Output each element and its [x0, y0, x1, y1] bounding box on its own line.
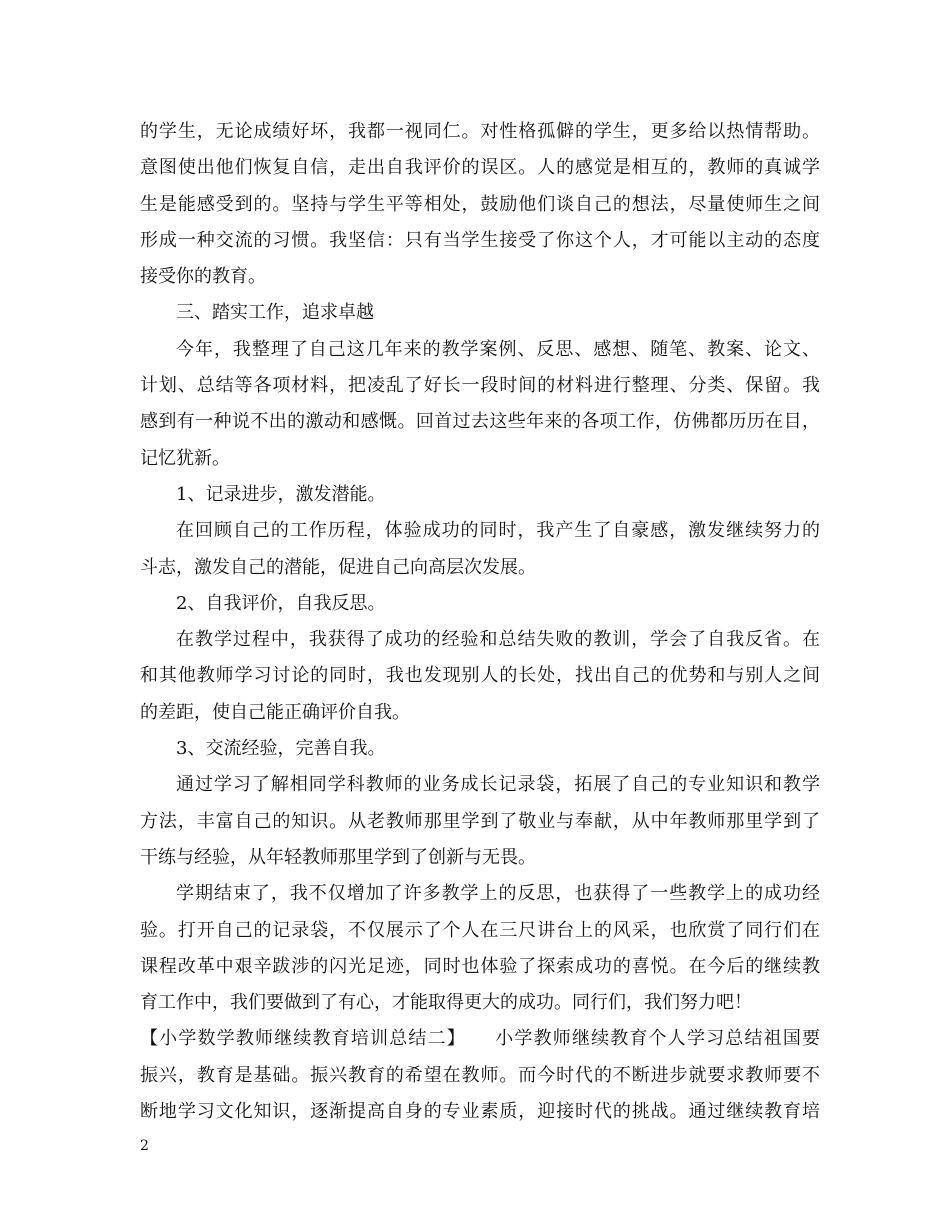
body-text — [140, 114, 820, 1130]
text-line: 斗志，激发自己的潜能，促进自己向高层次发展。 — [140, 556, 536, 578]
text-line: 今年，我整理了自己这几年来的教学案例、反思、感想、随笔、教案、论文、 — [176, 338, 820, 360]
text-line: 育工作中，我们要做到了有心，才能取得更大的成功。同行们，我们努力吧！ — [140, 992, 752, 1014]
text-line: 1、记录进步，激发潜能。 — [176, 483, 386, 505]
text-line: 生是能感受到的。坚持与学生平等相处，鼓励他们谈自己的想法，尽量使师生之间 — [140, 193, 820, 215]
text-line: 3、交流经验，完善自我。 — [176, 738, 386, 760]
text-line: 【小学数学教师继续教育培训总结二】 小学教师继续教育个人学习总结祖国要 — [140, 1028, 820, 1050]
text-line: 形成一种交流的习惯。我坚信：只有当学生接受了你这个人，才可能以主动的态度 — [140, 229, 820, 251]
text-line: 感到有一种说不出的激动和感慨。回首过去这些年来的各项工作，仿佛都历历在目， — [140, 411, 820, 433]
text-line: 记忆犹新。 — [140, 447, 230, 469]
text-line: 接受你的教育。 — [140, 266, 266, 288]
text-line: 的差距，使自己能正确评价自我。 — [140, 701, 410, 723]
text-line: 断地学习文化知识，逐渐提高自身的专业素质，迎接时代的挑战。通过继续教育培 — [140, 1101, 820, 1123]
text-line: 干练与经验，从年轻教师那里学到了创新与无畏。 — [140, 846, 536, 868]
text-line: 意图使出他们恢复自信，走出自我评价的误区。人的感觉是相互的，教师的真诚学 — [140, 157, 820, 179]
text-line: 和其他教师学习讨论的同时，我也发现别人的长处，找出自己的优势和与别人之间 — [140, 665, 820, 687]
text-line: 验。打开自己的记录袋，不仅展示了个人在三尺讲台上的风采，也欣赏了同行们在 — [140, 919, 820, 941]
text-line: 学期结束了，我不仅增加了许多教学上的反思，也获得了一些教学上的成功经 — [176, 883, 820, 905]
text-line: 计划、总结等各项材料，把凌乱了好长一段时间的材料进行整理、分类、保留。我 — [140, 375, 820, 397]
text-line: 通过学习了解相同学科教师的业务成长记录袋，拓展了自己的专业知识和教学 — [176, 774, 820, 796]
text-line: 方法，丰富自己的知识。从老教师那里学到了敬业与奉献，从中年教师那里学到了 — [140, 810, 820, 832]
text-line: 课程改革中艰辛跋涉的闪光足迹，同时也体验了探索成功的喜悦。在今后的继续教 — [140, 955, 820, 977]
text-line: 的学生，无论成绩好坏，我都一视同仁。对性格孤僻的学生，更多给以热情帮助。 — [140, 121, 820, 142]
text-line: 在回顾自己的工作历程，体验成功的同时，我产生了自豪感，激发继续努力的 — [176, 520, 820, 542]
page-number: 2 — [140, 1138, 149, 1154]
text-line: 在教学过程中，我获得了成功的经验和总结失败的教训，学会了自我反省。在 — [176, 629, 820, 651]
text-line: 2、自我评价，自我反思。 — [176, 592, 386, 614]
text-line: 三、踏实工作，追求卓越 — [176, 302, 374, 324]
text-line: 振兴，教育是基础。振兴教育的希望在教师。而今时代的不断进步就要求教师要不 — [140, 1064, 820, 1086]
